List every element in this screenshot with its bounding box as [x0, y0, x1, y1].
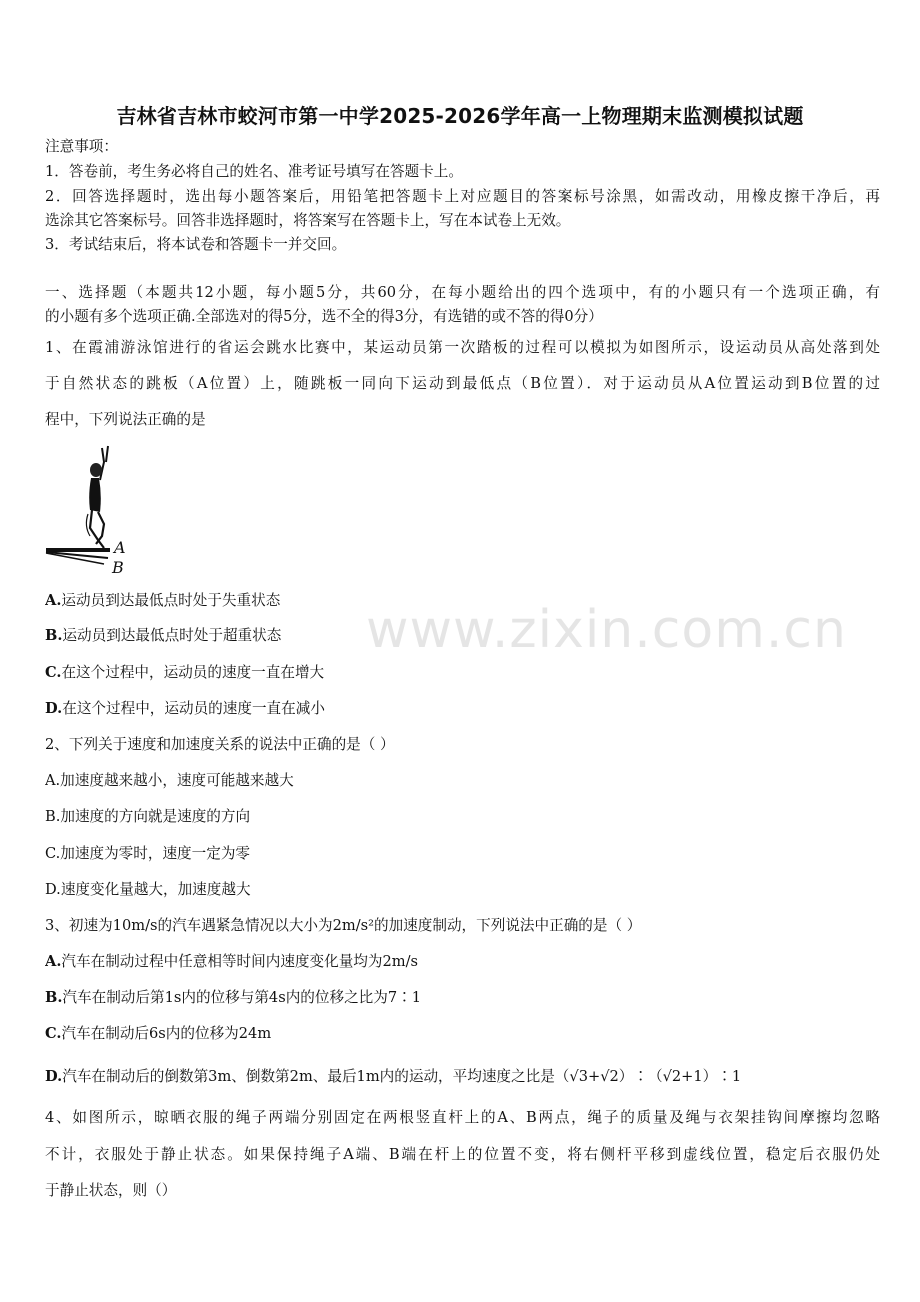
figure-label-b: B: [112, 558, 124, 577]
q3-option-d: D.汽车在制动后的倒数第3m、倒数第2m、最后1m内的运动，平均速度之比是（√3+√2）∶（√2+1）∶1: [45, 1068, 742, 1085]
exam-title: 吉林省吉林市蛟河市第一中学2025-2026学年高一上物理期末监测模拟试题: [116, 104, 804, 128]
q1-option-a: A.运动员到达最低点时处于失重状态: [45, 592, 281, 609]
q1-option-d: D.在这个过程中，运动员的速度一直在减小: [45, 700, 325, 717]
q1-stem-3: 程中，下列说法正确的是: [45, 411, 206, 428]
q2-option-c: C.加速度为零时，速度一定为零: [45, 845, 251, 862]
q4-stem-1: 4、如图所示，晾晒衣服的绳子两端分别固定在两根竖直杆上的A、B两点，绳子的质量及绳与衣架挂钩间摩擦均忽略: [45, 1109, 880, 1126]
q1-option-b: B.运动员到达最低点时处于超重状态: [45, 627, 282, 644]
q4-stem-2: 不计，衣服处于静止状态。如果保持绳子A端、B端在杆上的位置不变，将右侧杆平移到虚线位置，稳定后衣服仍处: [45, 1146, 880, 1163]
q2-option-d: D.速度变化量越大，加速度越大: [45, 881, 251, 898]
notice-item-2-cont: 选涂其它答案标号。回答非选择题时，将答案写在答题卡上，写在本试卷上无效。: [45, 212, 571, 229]
q1-stem-2: 于自然状态的跳板（A位置）上，随跳板一同向下运动到最低点（B位置）．对于运动员从A位置运动到B位置的过: [45, 375, 880, 392]
notice-item-2: 2．回答选择题时，选出每小题答案后，用铅笔把答题卡上对应题目的答案标号涂黑，如需改动，用橡皮擦干净后，再: [45, 188, 880, 205]
q2-option-a: A.加速度越来越小，速度可能越来越大: [45, 772, 294, 789]
notice-heading: 注意事项：: [45, 138, 118, 155]
q2-option-b: B.加速度的方向就是速度的方向: [45, 808, 251, 825]
section-instructions-1: 一、选择题（本题共12小题，每小题5分，共60分，在每小题给出的四个选项中，有的小题只有一个选项正确，有: [45, 284, 880, 301]
q4-stem-3: 于静止状态，则（）: [45, 1182, 177, 1199]
q2-stem: 2、下列关于速度和加速度关系的说法中正确的是（ ）: [45, 736, 395, 753]
notice-item-1: 1．答卷前，考生务必将自己的姓名、准考证号填写在答题卡上。: [45, 163, 463, 180]
q3-option-b: B.汽车在制动后第1s内的位移与第4s内的位移之比为7∶1: [45, 989, 422, 1006]
q1-option-c: C.在这个过程中，运动员的速度一直在增大: [45, 664, 325, 681]
q3-stem: 3、初速为10m/s的汽车遇紧急情况以大小为2m/s²的加速度制动，下列说法中正确的是（ ）: [45, 917, 642, 934]
q3-option-c: C.汽车在制动后6s内的位移为24m: [45, 1025, 272, 1042]
figure-label-a: A: [114, 538, 126, 557]
q1-stem-1: 1、在霞浦游泳馆进行的省运会跳水比赛中，某运动员第一次踏板的过程可以模拟为如图所示，设运动员从高处落到处: [45, 339, 880, 356]
section-instructions-2: 的小题有多个选项正确.全部选对的得5分，选不全的得3分，有选错的或不答的得0分）: [45, 308, 603, 325]
q3-option-a: A.汽车在制动过程中任意相等时间内速度变化量均为2m/s: [45, 953, 419, 970]
watermark: www.zixin.com.cn: [366, 600, 847, 660]
notice-item-3: 3．考试结束后，将本试卷和答题卡一并交回。: [45, 236, 347, 253]
diving-board-figure: [44, 440, 134, 580]
